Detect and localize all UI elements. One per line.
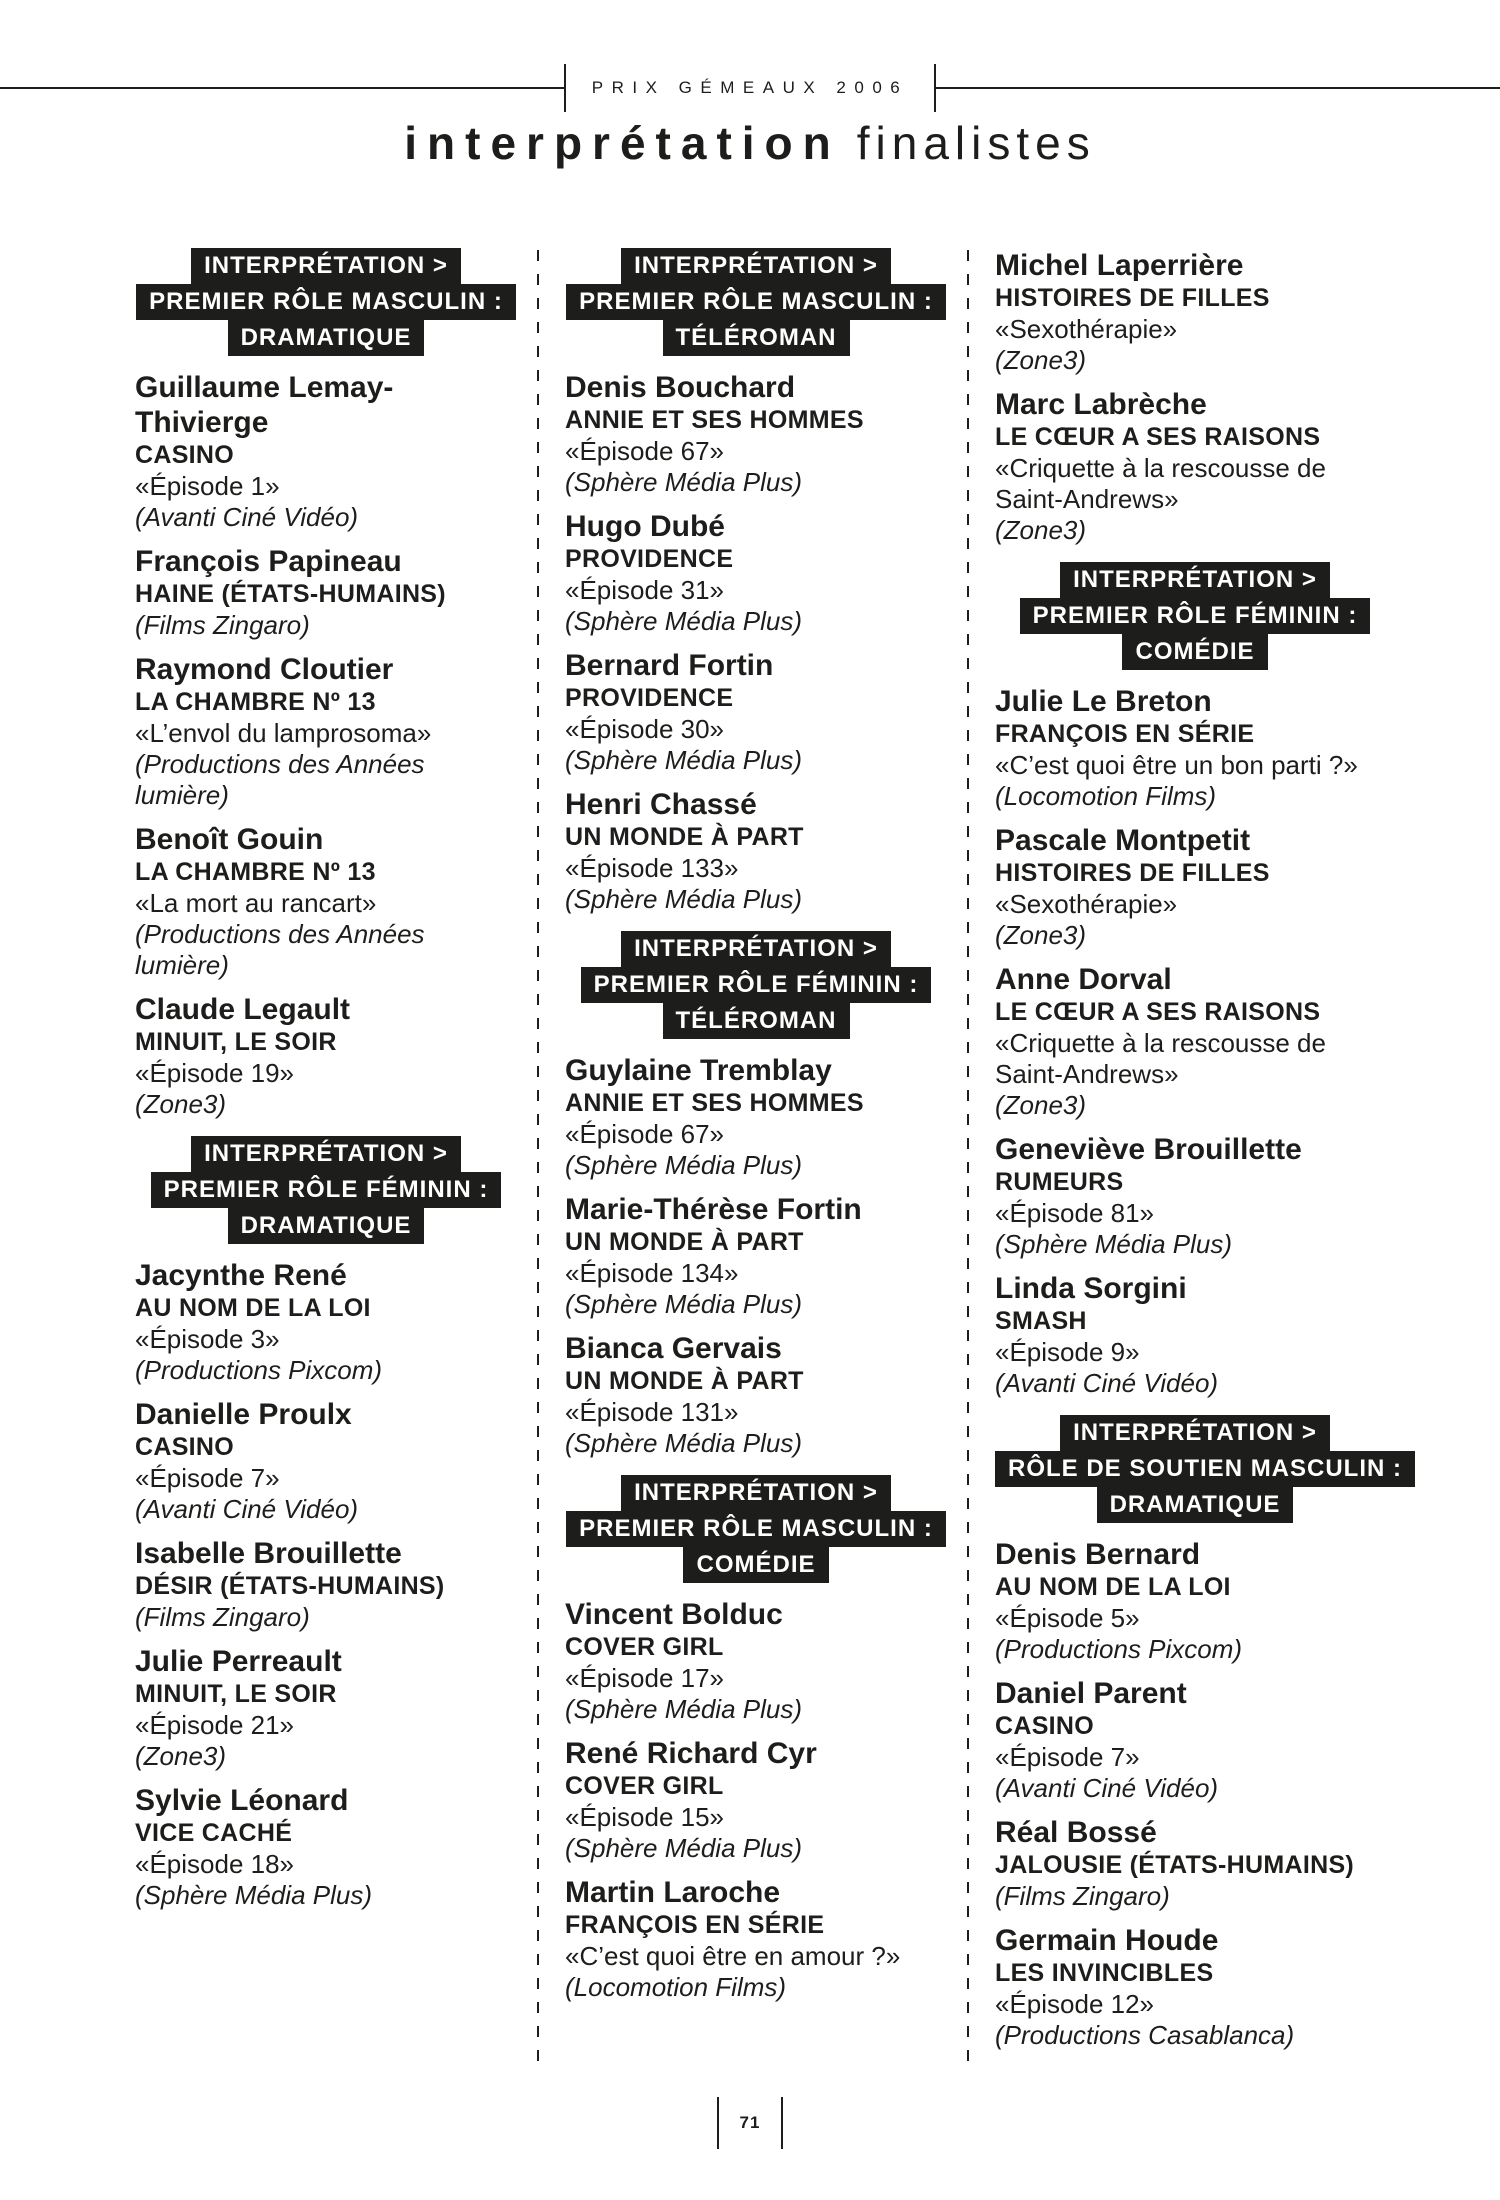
show-title: AU NOM DE LA LOI <box>995 1573 1231 1601</box>
category-badge-row <box>995 1487 1395 1523</box>
nominee-name: Denis Bernard <box>995 1538 1201 1571</box>
show-title: HISTOIRES DE FILLES <box>995 859 1270 887</box>
production-company: (Sphère Média Plus) <box>565 1150 802 1180</box>
episode-title: «Épisode 15» <box>565 1802 725 1832</box>
nominee-entry <box>565 1736 947 1864</box>
nominee-name: Anne Dorval <box>995 963 1172 996</box>
category-badge-line: PREMIER RÔLE MASCULIN : <box>136 284 516 320</box>
show-title: MINUIT, LE SOIR <box>135 1680 337 1708</box>
column-divider-1 <box>537 250 539 2065</box>
episode-title: «Épisode 131» <box>565 1397 739 1427</box>
nominee-name: Marie-Thérèse Fortin <box>565 1193 862 1226</box>
production-company: (Sphère Média Plus) <box>565 606 802 636</box>
category-badge-row <box>995 1415 1395 1451</box>
show-title: UN MONDE À PART <box>565 1367 804 1395</box>
nominee-name: Denis Bouchard <box>565 371 796 404</box>
nominee-entry <box>995 1132 1395 1260</box>
nominee-name: Germain Houde <box>995 1924 1219 1957</box>
category-badge-row <box>135 248 517 284</box>
nominee-name: Martin Laroche <box>565 1876 781 1909</box>
show-title: LA CHAMBRE Nº 13 <box>135 688 376 716</box>
production-company: (Zone3) <box>135 1741 227 1771</box>
category-badge <box>995 562 1395 670</box>
nominee-name: Michel Laperrière <box>995 249 1244 282</box>
nominee-name: Raymond Cloutier <box>135 653 394 686</box>
show-title: PROVIDENCE <box>565 684 734 712</box>
nominee-entry <box>135 1536 517 1633</box>
nominee-entry <box>995 387 1395 546</box>
category-badge-row <box>995 634 1395 670</box>
show-title: VICE CACHÉ <box>135 1819 293 1847</box>
show-title: JALOUSIE (ÉTATS-HUMAINS) <box>995 1851 1355 1879</box>
show-title: SMASH <box>995 1307 1087 1335</box>
nominee-name: Julie Le Breton <box>995 685 1212 718</box>
production-company: (Productions des Années lumière) <box>135 749 425 810</box>
nominee-name: Hugo Dubé <box>565 510 725 543</box>
nominee-entry <box>565 648 947 776</box>
show-title: DÉSIR (ÉTATS-HUMAINS) <box>135 1572 445 1600</box>
category-badge-row <box>565 1475 947 1511</box>
production-company: (Avanti Ciné Vidéo) <box>995 1773 1219 1803</box>
episode-title: «Épisode 19» <box>135 1058 295 1088</box>
nominee-entry <box>995 1815 1395 1912</box>
show-title: LE CŒUR A SES RAISONS <box>995 998 1321 1026</box>
category-badge-row <box>135 1208 517 1244</box>
nominee-name: François Papineau <box>135 545 402 578</box>
production-company: (Sphère Média Plus) <box>565 1428 802 1458</box>
show-title: UN MONDE À PART <box>565 1228 804 1256</box>
nominee-entry <box>995 1271 1395 1399</box>
category-badge <box>135 248 517 356</box>
nominee-name: Benoît Gouin <box>135 823 324 856</box>
category-badge-row <box>995 598 1395 634</box>
show-title: AU NOM DE LA LOI <box>135 1294 371 1322</box>
nominee-entry <box>565 1875 947 2003</box>
production-company: (Sphère Média Plus) <box>565 1833 802 1863</box>
category-badge-row <box>565 284 947 320</box>
episode-title: «Épisode 7» <box>135 1463 280 1493</box>
production-company: (Films Zingaro) <box>135 1602 310 1632</box>
episode-title: «Épisode 12» <box>995 1989 1155 2019</box>
nominee-entry <box>995 248 1395 376</box>
category-badge-row <box>565 1003 947 1039</box>
nominee-entry <box>565 1192 947 1320</box>
nominee-entry <box>135 544 517 641</box>
category-badge-row <box>565 931 947 967</box>
show-title: HAINE (ÉTATS-HUMAINS) <box>135 580 446 608</box>
episode-title: «Épisode 21» <box>135 1710 295 1740</box>
episode-title: «Épisode 30» <box>565 714 725 744</box>
production-company: (Avanti Ciné Vidéo) <box>135 502 359 532</box>
category-badge-line: PREMIER RÔLE FÉMININ : <box>581 967 932 1003</box>
category-badge-row <box>135 1172 517 1208</box>
nominee-entry <box>565 787 947 915</box>
production-company: (Avanti Ciné Vidéo) <box>135 1494 359 1524</box>
episode-title: «Épisode 1» <box>135 471 280 501</box>
nominee-entry <box>565 509 947 637</box>
show-title: MINUIT, LE SOIR <box>135 1028 337 1056</box>
nominee-name: Henri Chassé <box>565 788 757 821</box>
nominee-name: Guylaine Tremblay <box>565 1054 832 1087</box>
page-number: 71 <box>739 2113 761 2132</box>
category-badge-row <box>565 967 947 1003</box>
nominee-name: Julie Perreault <box>135 1645 342 1678</box>
column-3 <box>995 248 1403 2062</box>
header-rule-right <box>936 87 1500 89</box>
category-badge-line: INTERPRÉTATION > <box>621 248 891 284</box>
production-company: (Zone3) <box>995 1090 1087 1120</box>
nominee-name: Daniel Parent <box>995 1677 1187 1710</box>
nominee-name: Linda Sorgini <box>995 1272 1187 1305</box>
episode-title: «Épisode 67» <box>565 436 725 466</box>
episode-title: «Épisode 67» <box>565 1119 725 1149</box>
nominee-entry <box>135 992 517 1120</box>
category-badge-row <box>565 1547 947 1583</box>
nominee-name: Pascale Montpetit <box>995 824 1251 857</box>
nominee-entry <box>135 822 517 981</box>
nominee-name: Geneviève Brouillette <box>995 1133 1302 1166</box>
nominee-entry <box>135 1258 517 1386</box>
show-title: COVER GIRL <box>565 1772 724 1800</box>
nominee-entry <box>565 1597 947 1725</box>
production-company: (Avanti Ciné Vidéo) <box>995 1368 1219 1398</box>
category-badge-row <box>135 284 517 320</box>
production-company: (Sphère Média Plus) <box>565 1289 802 1319</box>
show-title: UN MONDE À PART <box>565 823 804 851</box>
episode-title: «Épisode 5» <box>995 1603 1140 1633</box>
nominee-entry <box>995 1537 1395 1665</box>
production-company: (Productions Pixcom) <box>995 1634 1243 1664</box>
episode-title: «Sexothérapie» <box>995 889 1178 919</box>
episode-title: «Épisode 7» <box>995 1742 1140 1772</box>
nominee-entry <box>565 370 947 498</box>
nominee-entry <box>135 370 517 533</box>
episode-title: «Criquette à la rescousse de Saint-Andrews» <box>995 453 1326 514</box>
production-company: (Zone3) <box>135 1089 227 1119</box>
nominee-name: Isabelle Brouillette <box>135 1537 402 1570</box>
show-title: LES INVINCIBLES <box>995 1959 1214 1987</box>
category-badge <box>565 248 947 356</box>
category-badge-line: INTERPRÉTATION > <box>621 1475 891 1511</box>
nominee-name: René Richard Cyr <box>565 1737 817 1770</box>
episode-title: «Épisode 133» <box>565 853 739 883</box>
category-badge-row <box>565 248 947 284</box>
page-title-suffix: finalistes <box>856 117 1096 169</box>
category-badge-row <box>135 320 517 356</box>
production-company: (Sphère Média Plus) <box>565 1694 802 1724</box>
category-badge-line: PREMIER RÔLE MASCULIN : <box>566 1511 946 1547</box>
episode-title: «C’est quoi être un bon parti ?» <box>995 750 1358 780</box>
category-badge-line: PREMIER RÔLE FÉMININ : <box>1020 598 1371 634</box>
page-title-category: interprétation <box>404 117 841 169</box>
show-title: FRANÇOIS EN SÉRIE <box>995 720 1255 748</box>
header-rule-left <box>0 87 564 89</box>
category-badge-row <box>995 562 1395 598</box>
show-title: CASINO <box>135 441 235 469</box>
nominee-entry <box>995 823 1395 951</box>
show-title: RUMEURS <box>995 1168 1124 1196</box>
episode-title: «Épisode 31» <box>565 575 725 605</box>
nominee-name: Claude Legault <box>135 993 351 1026</box>
episode-title: «Épisode 18» <box>135 1849 295 1879</box>
production-company: (Sphère Média Plus) <box>565 884 802 914</box>
production-company: (Sphère Média Plus) <box>565 745 802 775</box>
production-company: (Sphère Média Plus) <box>565 467 802 497</box>
episode-title: «Épisode 134» <box>565 1258 739 1288</box>
nominee-name: Sylvie Léonard <box>135 1784 349 1817</box>
category-badge <box>995 1415 1403 1523</box>
nominee-entry <box>995 1923 1395 2051</box>
nominee-name: Danielle Proulx <box>135 1398 352 1431</box>
nominee-name: Bianca Gervais <box>565 1332 782 1365</box>
header-rule <box>0 64 1500 112</box>
nominee-name: Bernard Fortin <box>565 649 774 682</box>
episode-title: «Épisode 17» <box>565 1663 725 1693</box>
category-badge-line: DRAMATIQUE <box>228 320 425 356</box>
category-badge-line: COMÉDIE <box>1122 634 1267 670</box>
show-title: CASINO <box>995 1712 1095 1740</box>
nominee-entry <box>995 1676 1395 1804</box>
category-badge-line: TÉLÉROMAN <box>663 320 850 356</box>
nominee-entry <box>135 1644 517 1772</box>
show-title: COVER GIRL <box>565 1633 724 1661</box>
column-1 <box>135 248 517 1922</box>
category-badge <box>135 1136 517 1244</box>
nominee-name: Réal Bossé <box>995 1816 1157 1849</box>
production-company: (Zone3) <box>995 345 1087 375</box>
category-badge-line: INTERPRÉTATION > <box>1060 1415 1330 1451</box>
show-title: CASINO <box>135 1433 235 1461</box>
nominee-entry <box>565 1331 947 1459</box>
production-company: (Zone3) <box>995 515 1087 545</box>
category-badge-line: INTERPRÉTATION > <box>191 248 461 284</box>
nominee-entry <box>135 1397 517 1525</box>
column-divider-2 <box>967 250 969 2065</box>
production-company: (Productions Pixcom) <box>135 1355 383 1385</box>
production-company: (Sphère Média Plus) <box>995 1229 1232 1259</box>
category-badge-row <box>135 1136 517 1172</box>
episode-title: «Épisode 81» <box>995 1198 1155 1228</box>
production-company: (Locomotion Films) <box>565 1972 787 2002</box>
category-badge <box>565 931 947 1039</box>
category-badge-line: DRAMATIQUE <box>1097 1487 1294 1523</box>
episode-title: «Épisode 9» <box>995 1337 1140 1367</box>
nominee-name: Marc Labrèche <box>995 388 1207 421</box>
category-badge-line: INTERPRÉTATION > <box>1060 562 1330 598</box>
category-badge-line: INTERPRÉTATION > <box>191 1136 461 1172</box>
nominee-entry <box>995 684 1395 812</box>
column-2 <box>565 248 947 2014</box>
category-badge-line: RÔLE DE SOUTIEN MASCULIN : <box>995 1451 1415 1487</box>
category-badge-row <box>565 320 947 356</box>
category-badge-line: DRAMATIQUE <box>228 1208 425 1244</box>
category-badge-line: PREMIER RÔLE MASCULIN : <box>566 284 946 320</box>
production-company: (Films Zingaro) <box>135 610 310 640</box>
production-company: (Zone3) <box>995 920 1087 950</box>
episode-title: «Criquette à la rescousse de Saint-Andrews» <box>995 1028 1326 1089</box>
category-badge-line: INTERPRÉTATION > <box>621 931 891 967</box>
episode-title: «Sexothérapie» <box>995 314 1178 344</box>
nominee-entry <box>995 962 1395 1121</box>
category-badge-row <box>995 1451 1403 1487</box>
event-label: PRIX GÉMEAUX 2006 <box>591 78 909 97</box>
nominee-name: Guillaume Lemay-Thivierge <box>135 371 394 439</box>
episode-title: «Épisode 3» <box>135 1324 280 1354</box>
page-number-rule-right <box>781 2097 783 2149</box>
category-badge-row <box>565 1511 947 1547</box>
category-badge <box>565 1475 947 1583</box>
episode-title: «La mort au rancart» <box>135 888 377 918</box>
show-title: ANNIE ET SES HOMMES <box>565 406 864 434</box>
nominee-entry <box>565 1053 947 1181</box>
nominee-entry <box>135 652 517 811</box>
production-company: (Locomotion Films) <box>995 781 1217 811</box>
page-title <box>0 116 1500 170</box>
show-title: FRANÇOIS EN SÉRIE <box>565 1911 825 1939</box>
episode-title: «C’est quoi être en amour ?» <box>565 1941 901 1971</box>
episode-title: «L’envol du lamprosoma» <box>135 718 432 748</box>
category-badge-line: PREMIER RÔLE FÉMININ : <box>151 1172 502 1208</box>
show-title: ANNIE ET SES HOMMES <box>565 1089 864 1117</box>
production-company: (Sphère Média Plus) <box>135 1880 372 1910</box>
nominee-name: Vincent Bolduc <box>565 1598 783 1631</box>
show-title: LA CHAMBRE Nº 13 <box>135 858 376 886</box>
nominee-name: Jacynthe René <box>135 1259 347 1292</box>
nominee-entry <box>135 1783 517 1911</box>
production-company: (Productions Casablanca) <box>995 2020 1295 2050</box>
page-footer <box>0 2097 1500 2149</box>
category-badge-line: TÉLÉROMAN <box>663 1003 850 1039</box>
production-company: (Productions des Années lumière) <box>135 919 425 980</box>
category-badge-line: COMÉDIE <box>683 1547 828 1583</box>
show-title: HISTOIRES DE FILLES <box>995 284 1270 312</box>
production-company: (Films Zingaro) <box>995 1881 1170 1911</box>
show-title: LE CŒUR A SES RAISONS <box>995 423 1321 451</box>
show-title: PROVIDENCE <box>565 545 734 573</box>
